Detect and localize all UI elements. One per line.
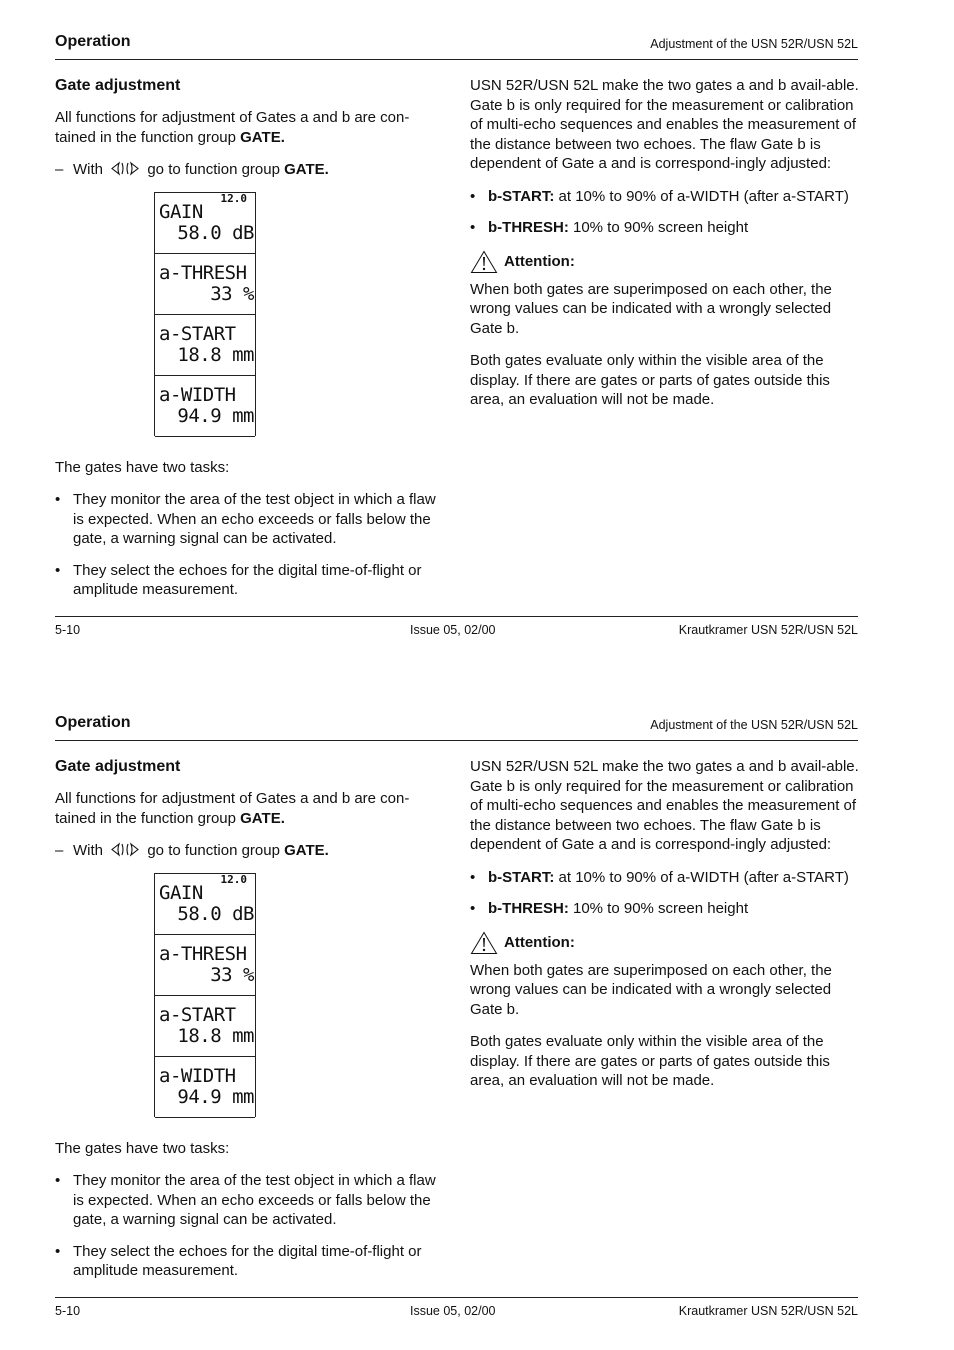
display-value: 58.0 dB	[177, 902, 254, 925]
gain-step-value: 12.0	[220, 191, 247, 205]
function-group-name: GATE.	[240, 809, 285, 827]
display-cell-gain	[155, 192, 255, 254]
right-column	[470, 757, 860, 1104]
display-cell-a-start	[155, 995, 255, 1057]
bullet: •	[55, 1172, 61, 1189]
display-cell-a-start	[155, 314, 255, 376]
display-value: 18.8 mm	[177, 1024, 254, 1047]
display-value: 33 %	[210, 963, 254, 986]
evaluation-note: Both gates evaluate only within the visible area of the display. If there are gates or parts of gates outside this area, an evaluation will not be made.	[470, 352, 830, 408]
display-value: 58.0 dB	[177, 221, 254, 244]
manual-page	[0, 681, 954, 1341]
display-cell-a-width	[155, 375, 255, 437]
display-cell-a-width	[155, 1056, 255, 1118]
display-value: 33 %	[210, 282, 254, 305]
display-label: a-WIDTH	[159, 1064, 236, 1087]
bullet: •	[470, 219, 476, 236]
bullet: •	[55, 491, 61, 508]
display-label: a-THRESH	[159, 261, 247, 284]
attention-label: Attention:	[504, 933, 575, 951]
list-item: • They select the echoes for the digital time-of-flight or amplitude measurement.	[55, 1242, 422, 1279]
instruction-step: – With go to function group GATE.	[55, 842, 329, 859]
display-label: a-START	[159, 322, 236, 345]
list-item: • They monitor the area of the test object in which a flaw is expected. When an echo exceeds or falls below the gate, a warning signal can be activated.	[55, 1172, 436, 1228]
header-rule	[55, 59, 858, 60]
attention-text: When both gates are superimposed on each other, the wrong values can be indicated with a wrongly selected Gate b.	[470, 280, 832, 337]
attention-notice	[470, 931, 860, 955]
display-label: a-THRESH	[159, 942, 247, 965]
gates-description: USN 52R/USN 52L make the two gates a and b avail-able. Gate b is only required for the measurement or calibration of multi-echo sequences and enables the measurement of the distance between two echoes. The flaw Gate b is dependent of Gate a and is correspond-ingly adjusted:	[470, 758, 859, 853]
manual-page	[0, 0, 954, 660]
gate-menu-display	[154, 873, 256, 1117]
page-number: 5-10	[55, 623, 81, 637]
list-item: • b-START: at 10% to 90% of a-WIDTH (after a-START)	[470, 868, 849, 886]
right-column	[470, 76, 860, 423]
list-item: • They select the echoes for the digital time-of-flight or amplitude measurement.	[55, 561, 422, 598]
display-value: 94.9 mm	[177, 404, 254, 427]
bullet: •	[470, 868, 476, 886]
list-item: • b-THRESH: 10% to 90% screen height	[470, 900, 749, 917]
gain-step-value: 12.0	[220, 872, 247, 886]
navigation-arrows-icon	[109, 842, 141, 857]
display-label: GAIN	[159, 200, 203, 223]
intro-paragraph: All functions for adjustment of Gates a and b are con-tained in the function group GATE.	[55, 790, 410, 827]
issue-date: Issue 05, 02/00	[410, 623, 496, 637]
bullet: •	[470, 900, 476, 917]
list-item: • b-START: at 10% to 90% of a-WIDTH (after a-START)	[470, 187, 849, 205]
left-column	[55, 757, 445, 1293]
list-item: • They monitor the area of the test object in which a flaw is expected. When an echo exceeds or falls below the gate, a warning signal can be activated.	[55, 491, 436, 547]
product-name: Krautkramer USN 52R/USN 52L	[678, 623, 858, 637]
step-dash: –	[55, 842, 64, 859]
display-value: 18.8 mm	[177, 343, 254, 366]
tasks-intro: The gates have two tasks:	[55, 458, 230, 476]
warning-triangle-icon	[470, 250, 498, 274]
issue-date: Issue 05, 02/00	[410, 1304, 496, 1318]
gates-description: USN 52R/USN 52L make the two gates a and b avail-able. Gate b is only required for the measurement or calibration of multi-echo sequences and enables the measurement of the distance between two echoes. The flaw Gate b is dependent of Gate a and is correspond-ingly adjusted:	[470, 77, 859, 172]
navigation-arrows-icon	[109, 161, 141, 176]
bullet: •	[470, 187, 476, 205]
section-heading: Gate adjustment	[55, 758, 181, 775]
display-label: a-START	[159, 1003, 236, 1026]
intro-paragraph: All functions for adjustment of Gates a and b are con-tained in the function group GATE.	[55, 109, 410, 146]
display-cell-a-thresh	[155, 934, 255, 996]
display-value: 94.9 mm	[177, 1085, 254, 1108]
attention-text: When both gates are superimposed on each other, the wrong values can be indicated with a wrongly selected Gate b.	[470, 961, 832, 1018]
header-chapter: Adjustment of the USN 52R/USN 52L	[650, 718, 858, 732]
gate-menu-display	[154, 192, 256, 436]
attention-notice	[470, 250, 860, 274]
left-column	[55, 76, 445, 612]
header-section: Operation	[55, 714, 131, 731]
list-item: • b-THRESH: 10% to 90% screen height	[470, 219, 749, 236]
header-rule	[55, 740, 858, 741]
attention-label: Attention:	[504, 252, 575, 270]
header-chapter: Adjustment of the USN 52R/USN 52L	[650, 37, 858, 51]
footer-rule	[55, 1297, 858, 1298]
display-cell-a-thresh	[155, 253, 255, 315]
display-label: GAIN	[159, 881, 203, 904]
display-cell-gain	[155, 873, 255, 935]
bullet: •	[55, 1242, 61, 1260]
bullet: •	[55, 561, 61, 579]
page-number: 5-10	[55, 1304, 81, 1318]
function-group-name: GATE.	[240, 128, 285, 146]
footer-rule	[55, 616, 858, 617]
header-section: Operation	[55, 33, 131, 50]
product-name: Krautkramer USN 52R/USN 52L	[678, 1304, 858, 1318]
step-dash: –	[55, 161, 64, 178]
display-label: a-WIDTH	[159, 383, 236, 406]
evaluation-note: Both gates evaluate only within the visible area of the display. If there are gates or parts of gates outside this area, an evaluation will not be made.	[470, 1033, 830, 1089]
instruction-step: – With go to function group GATE.	[55, 161, 329, 178]
section-heading: Gate adjustment	[55, 77, 181, 94]
warning-triangle-icon	[470, 931, 498, 955]
tasks-intro: The gates have two tasks:	[55, 1139, 230, 1157]
